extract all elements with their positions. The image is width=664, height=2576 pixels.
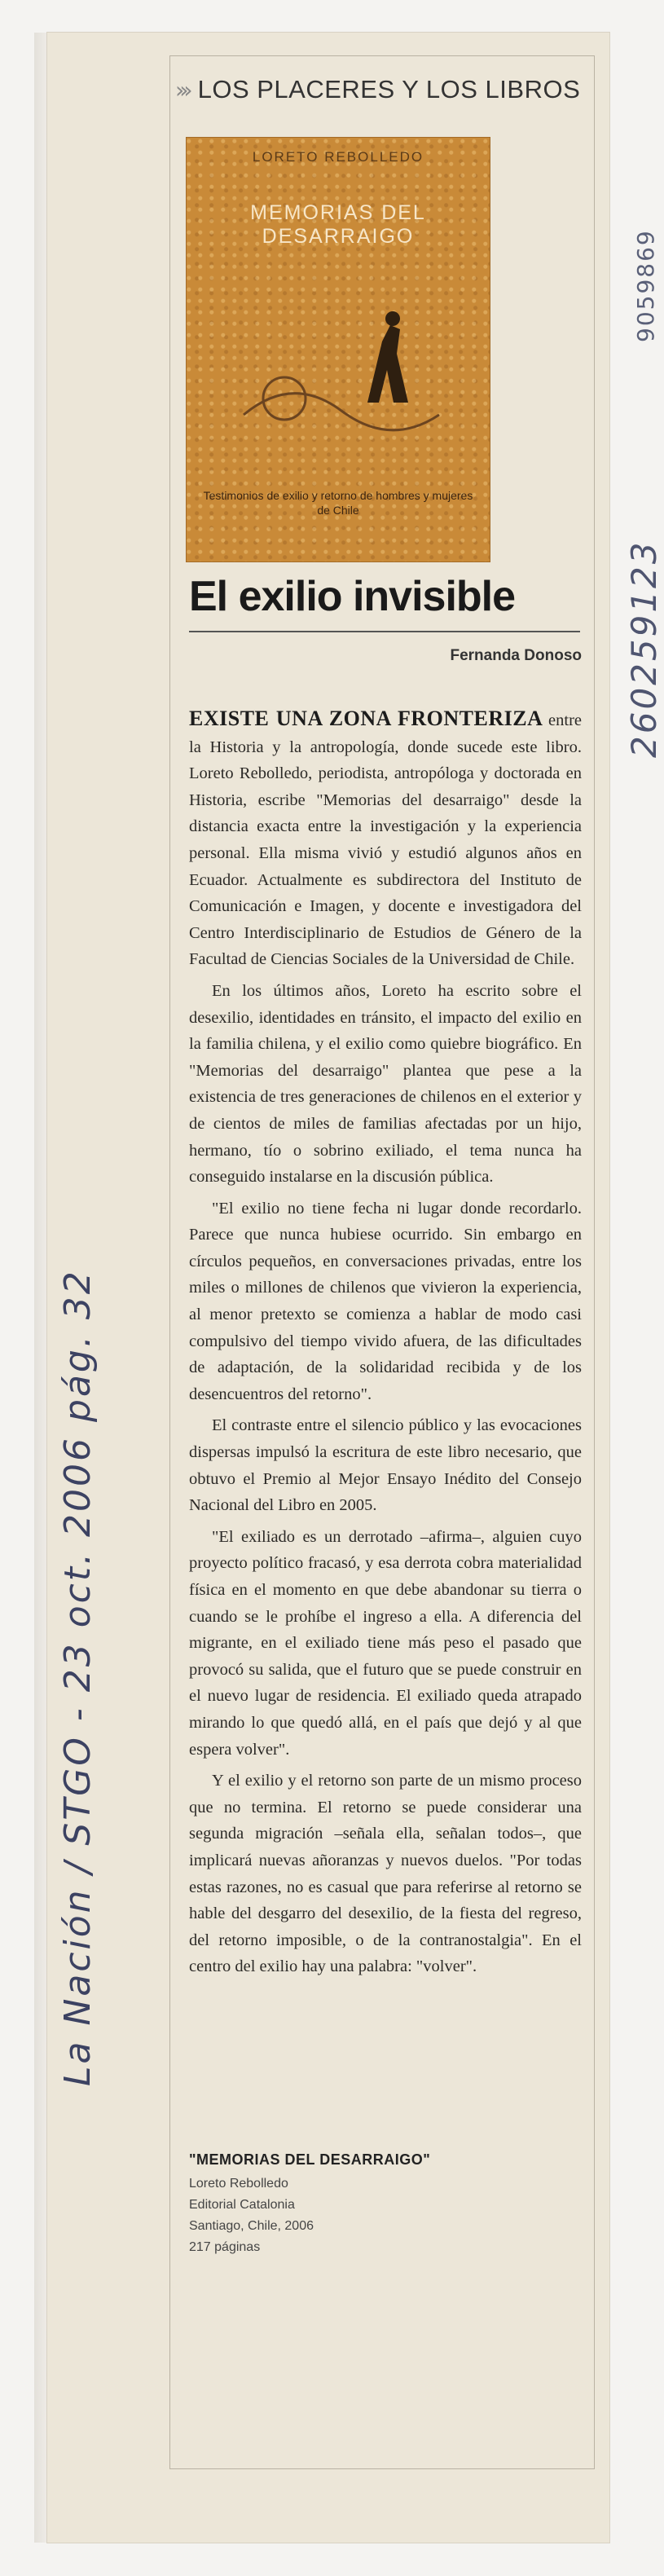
headline-rule [189, 631, 580, 632]
article-paragraph: El contraste entre el silencio público y las evocaciones dispersas impulsó la escritura de este libro necesario, que obtuvo el Premio al Mejor Ensayo Inédito del Consejo Nacional del Libro en 2005. [189, 1416, 582, 1515]
book-info-title: "MEMORIAS DEL DESARRAIGO" [189, 2151, 431, 2168]
book-info-place-year: Santiago, Chile, 2006 [189, 2219, 314, 2233]
article-paragraph: En los últimos años, Loreto ha escrito sobre el desexilio, identidades en tránsito, el impacto del exilio en la familia chilena, y el exilio como quiebre biográfico. En "Memorias del desarraigo" plantea que pese a la existencia de tres generaciones de chilenos en el exterior y de cientos de miles de familias afectadas por un hijo, hermano, tío o sobrino exiliado, el tema nunca ha conseguido instalarse en la discusión pública. [189, 981, 582, 1187]
arrows-icon: ››› [175, 76, 188, 103]
section-label: LOS PLACERES Y LOS LIBROS [197, 75, 581, 103]
handwritten-code-bottom: 260259123 [624, 539, 664, 758]
cover-author: LORETO REBOLLEDO [252, 149, 424, 165]
book-cover [186, 137, 490, 562]
article-byline: Fernanda Donoso [450, 647, 582, 664]
handwritten-source-note: La Nación / STGO - 23 oct. 2006 pág. 32 [57, 1269, 99, 2086]
article-paragraph: "El exilio no tiene fecha ni lugar donde recordarlo. Parece que nunca hubiese ocurrido. Sin embargo en círculos pequeños, en conversaciones privadas, entre los miles o millones de chilenos que vivieron la experiencia, al menor pretexto se comienza a hablar de modo casi compulsivo del tiempo vivido afuera, de las dificultades de adaptación, de la solidaridad recibida y de los desencuentros del retorno". [189, 1199, 582, 1403]
book-info-publisher: Editorial Catalonia [189, 2198, 295, 2212]
cover-title: MEMORIAS DEL DESARRAIGO [250, 201, 426, 248]
article-paragraph: "El exiliado es un derrotado –afirma–, alguien cuyo proyecto político fracasó, y esa derrota cobra materialidad física en el momento en que debe abandonar su tierra o cuando se le prohíbe el ingreso a ella. A diferencia del migrante, en el exiliado tiene más peso el pasado que provocó su salida, que el futuro que se puede construir en el nuevo lugar de residencia. El exiliado queda atrapado mirando lo que quedó allá, en el país que dejó y al que espera volver". [189, 1527, 582, 1759]
article-lead: EXISTE UNA ZONA FRONTERIZA [189, 707, 543, 730]
cover-illustration [227, 252, 449, 456]
book-info [189, 2151, 572, 2258]
article-headline: El exilio invisible [189, 573, 516, 620]
handwritten-code-top: 9059869 [632, 229, 659, 342]
article-body [189, 706, 582, 1985]
article-paragraph: Y el exilio y el retorno son parte de un mismo proceso que no termina. El retorno se puede considerar una segunda migración –señala ella, señalan todos–, que implicará nuevas añoranzas y nuevos duelos. "Por todas estas razones, no es casual que para referirse al retorno se hable del desgarro del desexilio, de la fiesta del regreso, del retorno imposible, o de la contranostalgia". En el centro del exilio hay una palabra: "volver". [189, 1772, 582, 1976]
book-info-pages: 217 páginas [189, 2240, 261, 2254]
cover-caption: Testimonios de exilio y retorno de hombres y mujeres de Chile [203, 489, 473, 517]
section-header [175, 65, 583, 114]
article-paragraph: EXISTE UNA ZONA FRONTERIZA entre la Historia y la antropología, donde sucede este libro. Loreto Rebolledo, periodista, antropóloga y doctorada en Historia, escribe "Memorias del desarraigo" desde la distancia exacta entre la investigación y la experiencia personal. Ella misma vivió y estudió algunos años en Ecuador. Actualmente es subdirectora del Instituto de Comunicación e Imagen, y docente e investigadora del Centro Interdisciplinario de Estudios de Género de la Facultad de Ciencias Sociales de la Universidad de Chile. [189, 707, 582, 969]
book-info-author: Loreto Rebolledo [189, 2177, 288, 2191]
